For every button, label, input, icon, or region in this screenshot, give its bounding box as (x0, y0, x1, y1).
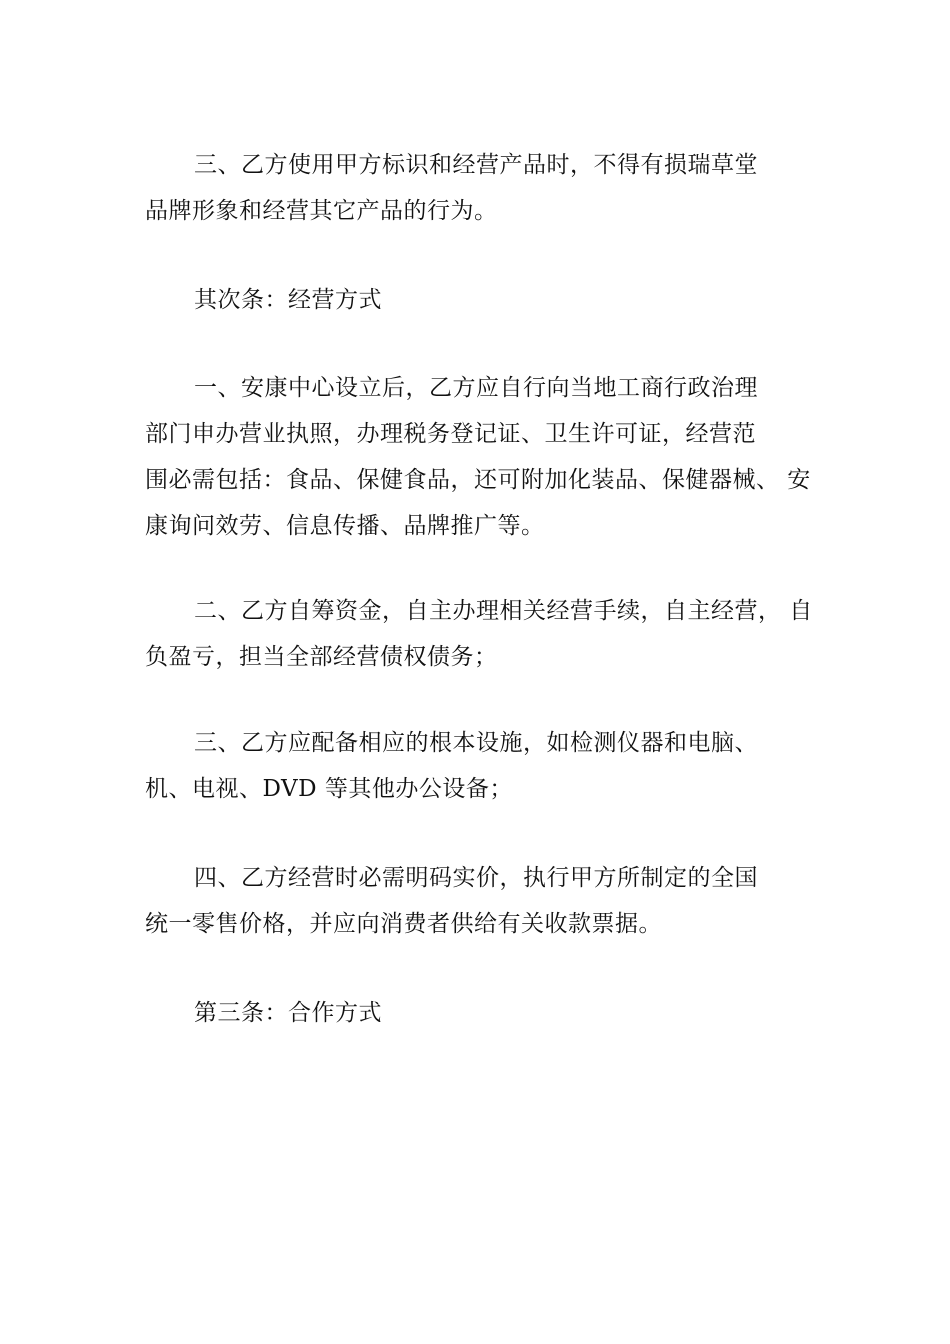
paragraph-clause-3-facilities (145, 720, 820, 812)
paragraph-line: 机、电视、DVD 等其他办公设备； (145, 776, 513, 802)
section-heading: 第三条：合作方式 (194, 1000, 382, 1026)
paragraph-clause-2-funding (145, 588, 820, 680)
paragraph-line: 负盈亏，担当全部经营债权债务； (145, 644, 498, 670)
paragraph-line: 部门申办营业执照，办理税务登记证、卫生许可证，经营范 (145, 421, 756, 447)
paragraph-line: 三、乙方使用甲方标识和经营产品时，不得有损瑞草堂 (194, 152, 758, 178)
paragraph-line: 一、安康中心设立后，乙方应自行向当地工商行政治理 (194, 375, 758, 401)
paragraph-clause-3-brand (145, 142, 820, 234)
paragraph-line: 围必需包括：食品、保健食品，还可附加化装品、保健器械、 安 (145, 467, 811, 493)
section-heading-business-mode (145, 277, 820, 323)
paragraph-line: 康询问效劳、信息传播、品牌推广等。 (145, 513, 545, 539)
paragraph-line: 品牌形象和经营其它产品的行为。 (145, 198, 498, 224)
paragraph-clause-1-license (145, 365, 820, 549)
section-heading: 其次条：经营方式 (194, 287, 382, 313)
paragraph-line: 四、乙方经营时必需明码实价，执行甲方所制定的全国 (194, 865, 758, 891)
paragraph-line: 二、乙方自筹资金，自主办理相关经营手续，自主经营， 自 (194, 598, 813, 624)
paragraph-line: 统一零售价格，并应向消费者供给有关收款票据。 (145, 911, 662, 937)
paragraph-line: 三、乙方应配备相应的根本设施，如检测仪器和电脑、 (194, 730, 758, 756)
paragraph-clause-4-pricing (145, 855, 820, 947)
section-heading-cooperation-mode (145, 990, 820, 1036)
